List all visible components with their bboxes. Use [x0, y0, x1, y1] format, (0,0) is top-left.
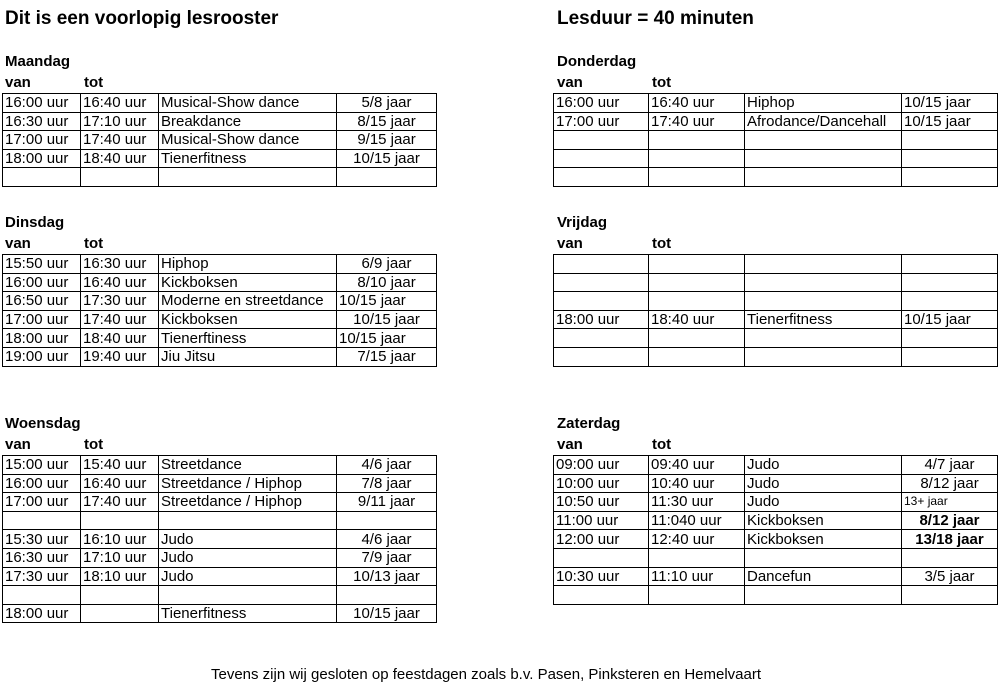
table-row	[554, 530, 998, 549]
start-time-cell	[554, 347, 649, 366]
end-time-cell: 16:40 uur	[649, 94, 745, 113]
end-time-cell: 16:40 uur	[81, 474, 159, 493]
table-row	[3, 347, 437, 366]
table-row	[3, 474, 437, 493]
start-time-cell	[554, 168, 649, 187]
table-row	[554, 131, 998, 150]
start-time-cell: 16:30 uur	[3, 548, 81, 567]
schedule-table-maandag	[2, 93, 437, 187]
start-time-cell: 18:00 uur	[3, 329, 81, 348]
day-heading-zaterdag: Zaterdag	[557, 415, 621, 432]
age-group-cell: 13+ jaar	[902, 493, 998, 512]
activity-cell: Kickboksen	[745, 530, 902, 549]
end-time-cell	[81, 604, 159, 623]
start-time-cell: 10:30 uur	[554, 567, 649, 586]
activity-cell: Musical-Show dance	[159, 131, 337, 150]
age-group-cell: 8/12 jaar	[902, 474, 998, 493]
age-group-cell	[337, 168, 437, 187]
start-time-cell: 18:00 uur	[3, 604, 81, 623]
table-row	[554, 112, 998, 131]
closing-days-note: Tevens zijn wij gesloten op feestdagen zoals b.v. Pasen, Pinksteren en Hemelvaart	[210, 666, 762, 683]
activity-cell: Judo	[159, 567, 337, 586]
age-group-cell: 10/15 jaar	[902, 310, 998, 329]
table-row	[3, 112, 437, 131]
end-time-cell: 11:040 uur	[649, 511, 745, 530]
start-time-cell	[554, 548, 649, 567]
age-group-cell: 10/15 jaar	[337, 310, 437, 329]
table-row	[554, 511, 998, 530]
end-time-cell	[649, 548, 745, 567]
start-time-cell	[3, 168, 81, 187]
end-time-cell	[649, 131, 745, 150]
start-time-cell: 16:50 uur	[3, 292, 81, 311]
activity-cell	[745, 347, 902, 366]
age-group-cell: 9/15 jaar	[337, 131, 437, 150]
start-time-cell: 17:00 uur	[554, 112, 649, 131]
end-time-cell	[649, 329, 745, 348]
activity-cell	[745, 168, 902, 187]
age-group-cell: 7/15 jaar	[337, 347, 437, 366]
schedule-table-dinsdag	[2, 254, 437, 367]
age-group-cell: 13/18 jaar	[902, 530, 998, 549]
col-tot: tot	[652, 74, 672, 91]
activity-cell: Judo	[745, 456, 902, 475]
table-row	[554, 493, 998, 512]
table-row	[554, 347, 998, 366]
activity-cell: Streetdance / Hiphop	[159, 493, 337, 512]
col-van: van	[557, 235, 583, 252]
age-group-cell: 8/15 jaar	[337, 112, 437, 131]
start-time-cell	[554, 586, 649, 605]
age-group-cell	[902, 168, 998, 187]
col-van: van	[557, 74, 583, 91]
start-time-cell	[3, 586, 81, 605]
activity-cell	[745, 586, 902, 605]
end-time-cell: 17:10 uur	[81, 548, 159, 567]
end-time-cell: 11:10 uur	[649, 567, 745, 586]
activity-cell: Tienerfitness	[745, 310, 902, 329]
day-heading-woensdag: Woensdag	[5, 415, 81, 432]
end-time-cell: 17:40 uur	[81, 310, 159, 329]
age-group-cell	[902, 292, 998, 311]
table-row	[554, 456, 998, 475]
end-time-cell: 18:40 uur	[649, 310, 745, 329]
age-group-cell	[902, 255, 998, 274]
activity-cell: Hiphop	[745, 94, 902, 113]
table-row	[554, 329, 998, 348]
start-time-cell: 18:00 uur	[3, 149, 81, 168]
table-row	[554, 310, 998, 329]
activity-cell	[745, 149, 902, 168]
activity-cell: Streetdance / Hiphop	[159, 474, 337, 493]
col-van: van	[5, 235, 31, 252]
start-time-cell: 10:00 uur	[554, 474, 649, 493]
table-row	[554, 548, 998, 567]
start-time-cell: 17:30 uur	[3, 567, 81, 586]
age-group-cell: 4/7 jaar	[902, 456, 998, 475]
start-time-cell: 15:30 uur	[3, 530, 81, 549]
start-time-cell: 11:00 uur	[554, 511, 649, 530]
table-row	[554, 567, 998, 586]
activity-cell: Streetdance	[159, 456, 337, 475]
end-time-cell: 17:30 uur	[81, 292, 159, 311]
activity-cell: Tienerfitness	[159, 604, 337, 623]
age-group-cell: 4/6 jaar	[337, 530, 437, 549]
activity-cell	[745, 131, 902, 150]
day-heading-maandag: Maandag	[5, 53, 71, 70]
activity-cell	[159, 586, 337, 605]
table-row	[3, 168, 437, 187]
activity-cell: Kickboksen	[159, 310, 337, 329]
table-row	[3, 273, 437, 292]
age-group-cell: 10/13 jaar	[337, 567, 437, 586]
start-time-cell: 16:00 uur	[3, 273, 81, 292]
table-row	[554, 94, 998, 113]
age-group-cell	[337, 511, 437, 530]
start-time-cell: 12:00 uur	[554, 530, 649, 549]
age-group-cell: 6/9 jaar	[337, 255, 437, 274]
table-row	[3, 511, 437, 530]
end-time-cell: 19:40 uur	[81, 347, 159, 366]
age-group-cell: 3/5 jaar	[902, 567, 998, 586]
age-group-cell	[902, 347, 998, 366]
activity-cell	[159, 511, 337, 530]
activity-cell: Breakdance	[159, 112, 337, 131]
activity-cell: Kickboksen	[745, 511, 902, 530]
end-time-cell: 18:10 uur	[81, 567, 159, 586]
start-time-cell: 16:30 uur	[3, 112, 81, 131]
activity-cell: Jiu Jitsu	[159, 347, 337, 366]
table-row	[3, 310, 437, 329]
start-time-cell: 16:00 uur	[554, 94, 649, 113]
activity-cell: Judo	[159, 548, 337, 567]
end-time-cell	[649, 168, 745, 187]
age-group-cell: 9/11 jaar	[337, 493, 437, 512]
age-group-cell: 4/6 jaar	[337, 456, 437, 475]
end-time-cell	[81, 511, 159, 530]
age-group-cell	[902, 131, 998, 150]
start-time-cell	[554, 329, 649, 348]
end-time-cell: 16:40 uur	[81, 273, 159, 292]
activity-cell: Kickboksen	[159, 273, 337, 292]
page-title: Dit is een voorlopig lesrooster	[5, 8, 279, 29]
activity-cell	[745, 292, 902, 311]
table-row	[3, 548, 437, 567]
start-time-cell: 15:50 uur	[3, 255, 81, 274]
col-van: van	[557, 436, 583, 453]
end-time-cell	[649, 149, 745, 168]
start-time-cell	[554, 131, 649, 150]
activity-cell	[745, 255, 902, 274]
table-row	[3, 255, 437, 274]
end-time-cell: 16:40 uur	[81, 94, 159, 113]
schedule-table-donderdag	[553, 93, 998, 187]
start-time-cell	[554, 292, 649, 311]
end-time-cell: 16:10 uur	[81, 530, 159, 549]
age-group-cell: 10/15 jaar	[902, 94, 998, 113]
end-time-cell: 17:10 uur	[81, 112, 159, 131]
age-group-cell	[902, 548, 998, 567]
activity-cell: Moderne en streetdance	[159, 292, 337, 311]
end-time-cell	[649, 586, 745, 605]
age-group-cell: 8/10 jaar	[337, 273, 437, 292]
age-group-cell: 10/15 jaar	[902, 112, 998, 131]
table-row	[3, 530, 437, 549]
end-time-cell: 17:40 uur	[649, 112, 745, 131]
schedule-table-vrijdag	[553, 254, 998, 367]
age-group-cell: 8/12 jaar	[902, 511, 998, 530]
end-time-cell: 09:40 uur	[649, 456, 745, 475]
activity-cell: Judo	[745, 474, 902, 493]
start-time-cell: 16:00 uur	[3, 474, 81, 493]
activity-cell	[745, 273, 902, 292]
start-time-cell: 10:50 uur	[554, 493, 649, 512]
col-tot: tot	[84, 235, 104, 252]
table-row	[554, 292, 998, 311]
table-row	[3, 292, 437, 311]
age-group-cell	[902, 329, 998, 348]
table-row	[554, 168, 998, 187]
activity-cell: Judo	[745, 493, 902, 512]
age-group-cell: 7/8 jaar	[337, 474, 437, 493]
table-row	[3, 567, 437, 586]
col-tot: tot	[84, 436, 104, 453]
start-time-cell: 17:00 uur	[3, 131, 81, 150]
end-time-cell: 15:40 uur	[81, 456, 159, 475]
age-group-cell: 10/15 jaar	[337, 329, 437, 348]
col-tot: tot	[652, 235, 672, 252]
age-group-cell: 10/15 jaar	[337, 292, 437, 311]
day-heading-donderdag: Donderdag	[557, 53, 637, 70]
age-group-cell: 10/15 jaar	[337, 149, 437, 168]
end-time-cell: 12:40 uur	[649, 530, 745, 549]
end-time-cell	[81, 168, 159, 187]
table-row	[3, 149, 437, 168]
table-row	[3, 493, 437, 512]
start-time-cell	[554, 149, 649, 168]
table-row	[3, 131, 437, 150]
start-time-cell: 17:00 uur	[3, 493, 81, 512]
start-time-cell: 18:00 uur	[554, 310, 649, 329]
start-time-cell	[554, 273, 649, 292]
age-group-cell: 10/15 jaar	[337, 604, 437, 623]
end-time-cell	[649, 347, 745, 366]
end-time-cell: 17:40 uur	[81, 131, 159, 150]
age-group-cell	[902, 273, 998, 292]
day-heading-dinsdag: Dinsdag	[5, 214, 65, 231]
activity-cell	[745, 329, 902, 348]
age-group-cell: 5/8 jaar	[337, 94, 437, 113]
table-row	[554, 474, 998, 493]
end-time-cell: 16:30 uur	[81, 255, 159, 274]
end-time-cell: 11:30 uur	[649, 493, 745, 512]
activity-cell	[745, 548, 902, 567]
table-row	[554, 149, 998, 168]
table-row	[554, 586, 998, 605]
end-time-cell	[81, 586, 159, 605]
activity-cell: Judo	[159, 530, 337, 549]
table-row	[3, 94, 437, 113]
table-row	[3, 604, 437, 623]
start-time-cell: 15:00 uur	[3, 456, 81, 475]
activity-cell: Dancefun	[745, 567, 902, 586]
schedule-table-zaterdag	[553, 455, 998, 605]
activity-cell: Musical-Show dance	[159, 94, 337, 113]
start-time-cell: 16:00 uur	[3, 94, 81, 113]
activity-cell	[159, 168, 337, 187]
table-row	[554, 273, 998, 292]
age-group-cell	[337, 586, 437, 605]
end-time-cell: 18:40 uur	[81, 149, 159, 168]
table-row	[554, 255, 998, 274]
day-heading-vrijdag: Vrijdag	[557, 214, 608, 231]
table-row	[3, 586, 437, 605]
col-van: van	[5, 436, 31, 453]
table-row	[3, 456, 437, 475]
col-tot: tot	[84, 74, 104, 91]
end-time-cell	[649, 273, 745, 292]
col-tot: tot	[652, 436, 672, 453]
activity-cell: Tienerfitness	[159, 149, 337, 168]
age-group-cell: 7/9 jaar	[337, 548, 437, 567]
end-time-cell	[649, 255, 745, 274]
start-time-cell	[3, 511, 81, 530]
col-van: van	[5, 74, 31, 91]
activity-cell: Tienerftiness	[159, 329, 337, 348]
activity-cell: Afrodance/Dancehall	[745, 112, 902, 131]
age-group-cell	[902, 149, 998, 168]
start-time-cell: 09:00 uur	[554, 456, 649, 475]
age-group-cell	[902, 586, 998, 605]
start-time-cell	[554, 255, 649, 274]
lesson-duration: Lesduur = 40 minuten	[557, 8, 754, 29]
end-time-cell: 18:40 uur	[81, 329, 159, 348]
end-time-cell	[649, 292, 745, 311]
start-time-cell: 19:00 uur	[3, 347, 81, 366]
end-time-cell: 17:40 uur	[81, 493, 159, 512]
end-time-cell: 10:40 uur	[649, 474, 745, 493]
schedule-table-woensdag	[2, 455, 437, 623]
table-row	[3, 329, 437, 348]
start-time-cell: 17:00 uur	[3, 310, 81, 329]
activity-cell: Hiphop	[159, 255, 337, 274]
